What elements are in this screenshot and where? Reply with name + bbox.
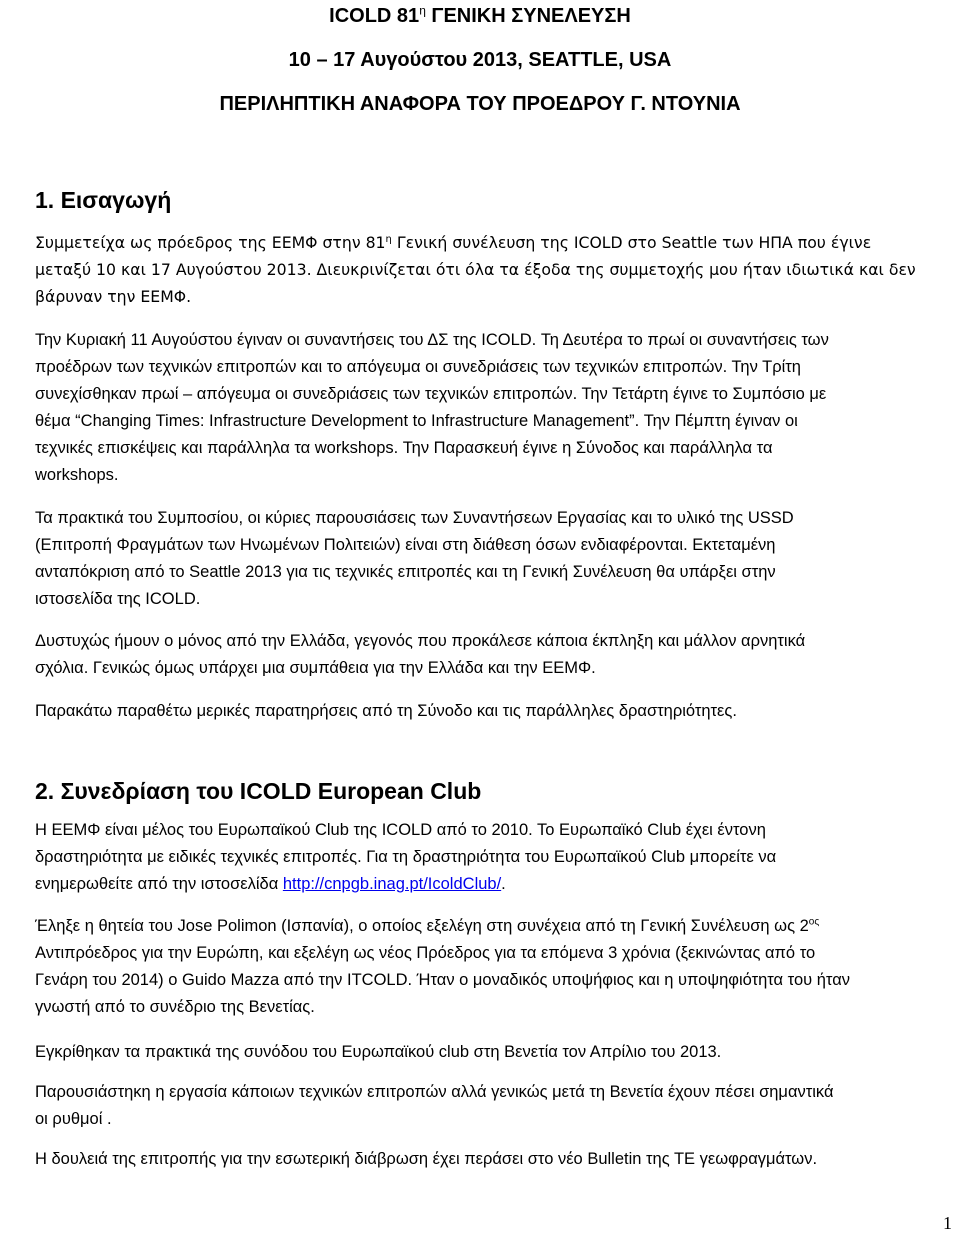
page-number: 1 [943,1213,952,1233]
section-2-paragraph-2: Έληξε η θητεία του Jose Polimon (Ισπανία), ο οποίος εξελέγη στη συνέχεια από τη Γενική Συνέλευση ως $2^{o\varsigma}$ Αντιπρόεδρος για την Ευρώπη, και εξελέγη ως νέος Πρόεδρος για τα επόμενα 3 χρόνια (ξεκινώντας από το Γενάρη του 2014) ο Guido Mazza από την ITCOLD. Ήταν ο μοναδικός υποψήφιος και η υποψηφιότητα του ήταν γνωστή από το συνέδριο της Βενετίας. [35,916,850,1016]
section-1-paragraph-3: Τα πρακτικά του Συμποσίου, οι κύριες παρουσιάσεις των Συναντήσεων Εργασίας και το υλικό της USSD (Επιτροπή Φραγμάτων των Ηνωμένων Πολιτειών) είναι στη διάθεση όσων ενδιαφέρονται. Εκτεταμένη ανταπόκριση από το Seattle 2013 για τις τεχνικές επιτροπές και τη Γενική Συνέλευση θα υπάρξει στην ιστοσελίδα της ICOLD. [35,509,794,608]
section-1-paragraph-2: Την Κυριακή 11 Αυγούστου έγιναν οι συναντήσεις του ΔΣ της ICOLD. Τη Δευτέρα το πρωί οι συναντήσεις των προέδρων των τεχνικών επιτροπών και το απόγευμα οι συνεδριάσεις των τεχνικών επιτροπών. Την Τρίτη συνεχίσθηκαν πρωί – απόγευμα οι συνεδριάσεις των τεχνικών επιτροπών. Την Τετάρτη έγινε το Συμπόσιο με θέμα “Changing Times: Infrastructure Development to Infrastructure Management”. Την Πέμπτη έγιναν οι τεχνικές επισκέψεις και παράλληλα τα workshops. Την Παρασκευή έγινε η Σύνοδος και παράλληλα τα workshops. [35,331,829,484]
section-2-paragraph-4: Παρουσιάστηκη η εργασία κάποιων τεχνικών επιτροπών αλλά γενικώς μετά τη Βενετία έχουν πέσει σημαντικά οι ρυθμοί . [35,1083,834,1128]
section-2-paragraph-3: Εγκρίθηκαν τα πρακτικά της συνόδου του Ευρωπαϊκού club στη Βενετία τον Απρίλιο του 2013. [35,1043,722,1061]
section-1-paragraph-4: Δυστυχώς ήμουν ο μόνος από την Ελλάδα, γεγονός που προκάλεσε κάποια έκπληξη και μάλλον αρνητικά σχόλια. Γενικώς όμως υπάρχει μια συμπάθεια για την Ελλάδα και την ΕΕΜΦ. [35,632,806,677]
section-1-heading: 1. Εισαγωγή [35,187,172,213]
european-club-link[interactable]: http://cnpgb.inag.pt/IcoldClub/ [282,875,502,893]
section-2-paragraph-1: Η ΕΕΜΦ είναι μέλος του Ευρωπαϊκού Club της ICOLD από το 2010. Το Ευρωπαϊκό Club έχει έντονη δραστηριότητα με ειδικές τεχνικές επιτροπές. Για τη δραστηριότητα του Ευρωπαϊκού Club μπορείτε να ενημερωθείτε από την ιστοσελίδα http://cnpgb.inag.pt/IcoldClub/. [35,821,777,893]
title-line-3: ΠΕΡΙΛΗΠΤΙΚΗ ΑΝΑΦΟΡΑ ΤΟΥ ΠΡΟΕΔΡΟΥ Γ. ΝΤΟΥΝΙΑ [219,93,741,115]
section-1-paragraph-5: Παρακάτω παραθέτω μερικές παρατηρήσεις από τη Σύνοδο και τις παράλληλες δραστηριότητες. [35,702,737,720]
section-2-heading: 2. Συνεδρίαση του ICOLD European Club [35,778,482,804]
title-line-1: ICOLD $81^\eta$ ΓΕΝΙΚΗ ΣΥΝΕΛΕΥΣΗ [329,3,631,27]
section-2-paragraph-5: Η δουλειά της επιτροπής για την εσωτερική διάβρωση έχει περάσει στο νέο Bulletin της ΤΕ γεωφραγμάτων. [35,1150,818,1168]
section-1-paragraph-1: Συμμετείχα ως πρόεδρος της ΕΕΜΦ στην $81^\eta$ Γενική συνέλευση της ICOLD στο Seattle των ΗΠΑ που έγινε μεταξύ 10 και 17 Αυγούστου 2013. Διευκρινίζεται ότι όλα τα έξοδα της συμμετοχής μου ήταν ιδιωτικά και δεν βάρυναν την ΕΕΜΦ. [35,233,916,306]
title-line-2: 10 – 17 Αυγούστου 2013, SEATTLE, USA [288,49,672,71]
